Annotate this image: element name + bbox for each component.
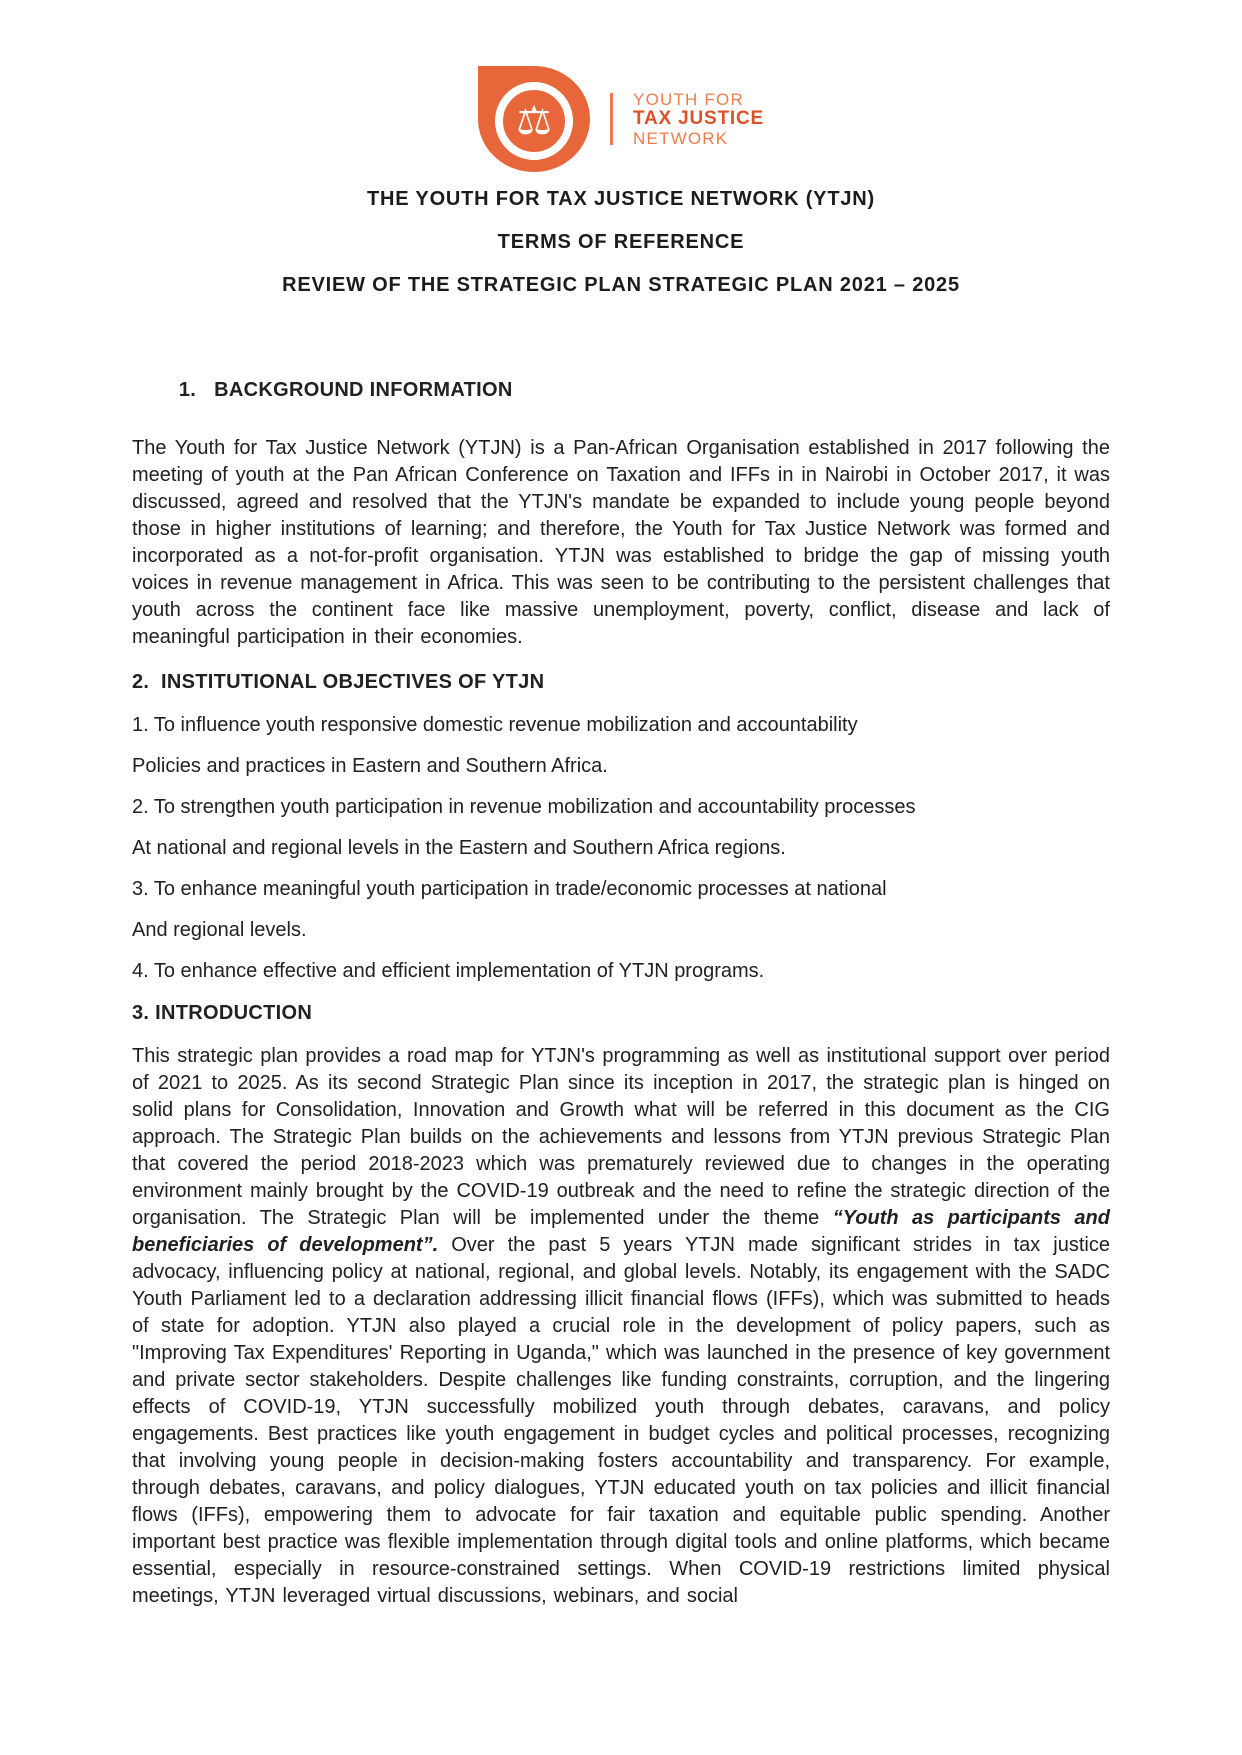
document-subtitle: TERMS OF REFERENCE: [497, 231, 745, 253]
scales-of-justice-icon: ⚖: [516, 98, 552, 145]
background-heading: [132, 350, 1110, 431]
logo-ring: [495, 82, 573, 160]
background-paragraph: The Youth for Tax Justice Network (YTJN) is a Pan-African Organisation established in 2017 following the meeting of youth at the Pan African Conference on Taxation and IFFs in in Nairobi in October 2017, it was discussed, agreed and resolved that the YTJN's mandate be expanded to include young people beyond those in higher institutions of learning; and therefore, the Youth for Tax Justice Network was formed and incorporated as a not-for-profit organisation. YTJN was established to bridge the gap of missing youth voices in revenue management in Africa. This was seen to be contributing to the persistent challenges that youth across the continent face like massive unemployment, poverty, conflict, disease and lack of meaningful participation in their economies.: [132, 437, 1110, 648]
document-title: THE YOUTH FOR TAX JUSTICE NETWORK (YTJN): [367, 188, 875, 210]
logo-wordmark: [633, 91, 764, 147]
introduction-paragraph: [132, 1043, 1110, 1610]
objectives-heading: 2. INSTITUTIONAL OBJECTIVES OF YTJN: [132, 671, 545, 693]
document-header: [0, 0, 1242, 297]
intro-text-after-theme: Over the past 5 years YTJN made significant strides in tax justice advocacy, influencing policy at national, regional, and global levels. Notably, its engagement with the SADC Youth Parliament led to a declaration addressing illicit financial flows (IFFs), which was submitted to heads of state for adoption. YTJN also played a crucial role in the development of policy papers, such as "Improving Tax Expenditures' Reporting in Uganda," which was launched in the presence of key government and private sector stakeholders. Despite challenges like funding constraints, corruption, and the lingering effects of COVID-19, YTJN successfully mobilized youth through debates, caravans, and policy engagements. Best practices like youth engagement in budget cycles and political processes, recognizing that involving young people in decision-making fosters accountability and transparency. For example, through debates, caravans, and policy dialogues, YTJN educated youth on tax policies and illicit financial flows (IFFs), empowering them to advocate for fair taxation and equitable public spending. Another important best practice was flexible implementation through digital tools and online platforms, which became essential, especially in resource-constrained settings. When COVID-19 restrictions limited physical meetings, YTJN leveraged virtual discussions, webinars, and social: [132, 1234, 1110, 1607]
strategic-plan-theme: “Youth as participants and beneficiaries of development”.: [132, 1207, 1110, 1256]
introduction-heading: 3. INTRODUCTION: [132, 1002, 313, 1024]
ytjn-logo: [0, 62, 1242, 176]
document-subject: REVIEW OF THE STRATEGIC PLAN STRATEGIC PLAN 2021 – 2025: [282, 274, 960, 296]
objective-line: At national and regional levels in the Eastern and Southern Africa regions.: [132, 837, 786, 859]
logo-text-line3: NETWORK: [633, 128, 729, 148]
background-heading-text: BACKGROUND INFORMATION: [214, 379, 513, 401]
objective-line: 1. To influence youth responsive domestic revenue mobilization and accountability: [132, 714, 858, 736]
objective-line: And regional levels.: [132, 919, 307, 941]
intro-text-before-theme: This strategic plan provides a road map for YTJN's programming as well as institutional support over period of 2021 to 2025. As its second Strategic Plan since its inception in 2017, the strategic plan is hinged on solid plans for Consolidation, Innovation and Growth what will be referred in this document as the CIG approach. The Strategic Plan builds on the achievements and lessons from YTJN previous Strategic Plan that covered the period 2018-2023 which was prematurely reviewed due to changes in the operating environment mainly brought by the COVID-19 outbreak and the need to refine the strategic direction of the organisation. The Strategic Plan will be implemented under the theme: [132, 1045, 1110, 1229]
section-objectives: [132, 669, 1110, 985]
logo-text-line2: TAX JUSTICE: [633, 108, 764, 130]
objective-line: Policies and practices in Eastern and Southern Africa.: [132, 755, 608, 777]
logo-text-line1: YOUTH FOR: [633, 89, 744, 109]
objective-line: 4. To enhance effective and efficient implementation of YTJN programs.: [132, 960, 765, 982]
background-heading-number: 1.: [178, 379, 197, 401]
section-background: [132, 350, 1110, 651]
document-body: [132, 350, 1110, 1610]
logo-divider: [610, 93, 613, 145]
logo-drop-shape: [478, 66, 590, 172]
objective-line: 3. To enhance meaningful youth participation in trade/economic processes at national: [132, 878, 887, 900]
section-introduction: [132, 1000, 1110, 1610]
objective-line: 2. To strengthen youth participation in revenue mobilization and accountability processes: [132, 796, 916, 818]
